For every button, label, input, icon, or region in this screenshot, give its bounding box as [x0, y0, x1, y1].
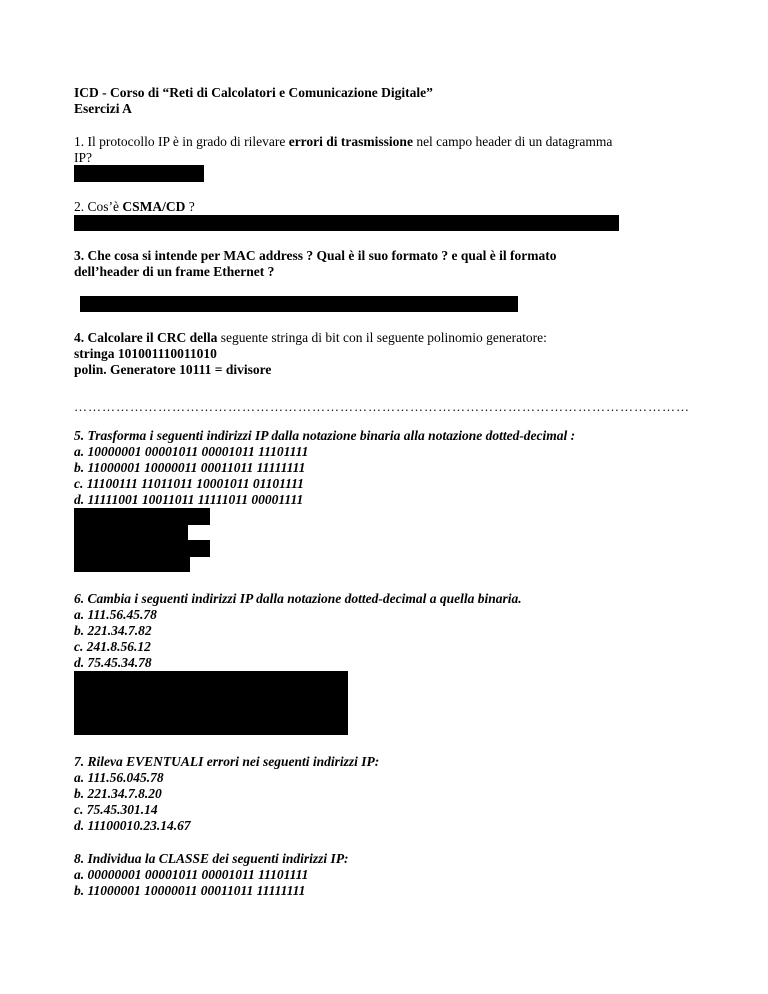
- question-7-item-b: b. 221.34.7.8.20: [74, 786, 162, 801]
- document-title: ICD - Corso di “Reti di Calcolatori e Comunicazione Digitale”: [74, 85, 433, 100]
- dotted-separator: ……………………………………………………………………………………………………………………: [74, 399, 690, 414]
- question-6-item-a: a. 111.56.45.78: [74, 607, 157, 622]
- question-3-line-2: dell’header di un frame Ethernet ?: [74, 264, 275, 279]
- question-8-title: 8. Individua la CLASSE dei seguenti indirizzi IP:: [74, 851, 349, 866]
- document-subtitle: Esercizi A: [74, 101, 132, 116]
- question-1-text-bold: errori di trasmissione: [288, 134, 413, 149]
- question-4-polynomial: polin. Generatore 10111 = divisore: [74, 362, 272, 377]
- redaction-answer-5-d: [74, 556, 190, 572]
- redaction-answer-6: [74, 671, 348, 735]
- redaction-answer-5-a: [74, 508, 210, 525]
- question-8-item-a: a. 00000001 00001011 00001011 11101111: [74, 867, 309, 882]
- question-2-text-bold: CSMA/CD: [122, 199, 186, 214]
- question-6-item-c: c. 241.8.56.12: [74, 639, 151, 654]
- question-4-text-bold: 4. Calcolare il CRC della: [74, 330, 218, 345]
- question-5-item-c: c. 11100111 11011011 10001011 01101111: [74, 476, 304, 491]
- question-5-title: 5. Trasforma i seguenti indirizzi IP dalla notazione binaria alla notazione dotted-decimal :: [74, 428, 576, 443]
- question-1-line-2: IP?: [74, 150, 92, 165]
- question-7-title: 7. Rileva EVENTUALI errori nei seguenti indirizzi IP:: [74, 754, 380, 769]
- question-1: [74, 134, 612, 150]
- question-8-item-b: b. 11000001 10000011 00011011 11111111: [74, 883, 306, 898]
- question-4-text-post: seguente stringa di bit con il seguente polinomio generatore:: [217, 330, 547, 345]
- redaction-answer-3: [80, 296, 518, 312]
- question-5-item-a: a. 10000001 00001011 00001011 11101111: [74, 444, 309, 459]
- question-2-text-post: ?: [185, 199, 195, 214]
- redaction-answer-5-b: [74, 524, 188, 541]
- question-4: [74, 330, 547, 346]
- question-2-text-pre: 2. Cos’è: [74, 199, 123, 214]
- question-1-text-post: nel campo header di un datagramma: [412, 134, 613, 149]
- question-5-item-d: d. 11111001 10011011 11111011 00001111: [74, 492, 304, 507]
- redaction-answer-5-c: [74, 540, 210, 557]
- question-6-item-d: d. 75.45.34.78: [74, 655, 152, 670]
- question-2: [74, 199, 195, 215]
- question-6-item-b: b. 221.34.7.82: [74, 623, 152, 638]
- redaction-answer-1: [74, 165, 204, 182]
- question-7-item-a: a. 111.56.045.78: [74, 770, 164, 785]
- question-1-text-pre: 1. Il protocollo IP è in grado di rilevare: [74, 134, 289, 149]
- redaction-answer-2: [74, 215, 619, 231]
- question-6-title: 6. Cambia i seguenti indirizzi IP dalla notazione dotted-decimal a quella binaria.: [74, 591, 522, 606]
- question-3-line-1: 3. Che cosa si intende per MAC address ? Qual è il suo formato ? e qual è il formato: [74, 248, 557, 263]
- question-7-item-c: c. 75.45.301.14: [74, 802, 158, 817]
- question-7-item-d: d. 11100010.23.14.67: [74, 818, 191, 833]
- question-4-string: stringa 101001110011010: [74, 346, 217, 361]
- question-5-item-b: b. 11000001 10000011 00011011 11111111: [74, 460, 306, 475]
